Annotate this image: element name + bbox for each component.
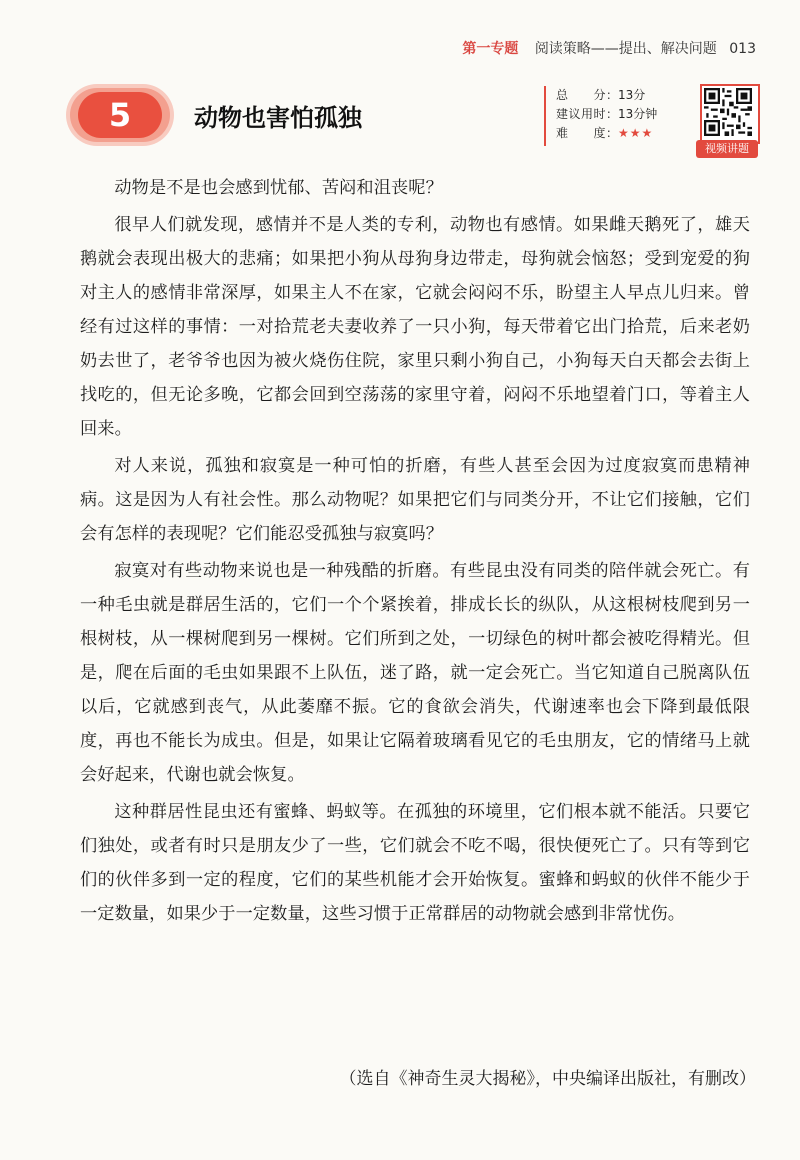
article-source: （选自《神奇生灵大揭秘》，中央编译出版社，有删改） <box>339 1069 756 1089</box>
meta-total-row <box>556 86 704 105</box>
article-paragraph: 动物是不是也会感到忧郁、苦闷和沮丧呢？ <box>114 178 443 198</box>
lesson-title: 动物也害怕孤独 <box>194 104 362 132</box>
meta-difficulty-row <box>556 124 704 143</box>
video-lesson-label[interactable]: 视频讲题 <box>696 140 758 158</box>
meta-time-row <box>556 105 704 124</box>
section-label: 阅读策略——提出、解决问题 <box>534 41 717 57</box>
article-body <box>80 171 750 934</box>
lesson-number-badge <box>70 88 170 142</box>
meta-time-value: 13分钟 <box>618 107 658 121</box>
meta-difficulty-label: 难 度： <box>556 126 618 140</box>
page-number: 013 <box>729 41 756 57</box>
meta-total-label: 总 分： <box>556 88 618 102</box>
meta-time-label: 建议用时： <box>556 107 618 121</box>
article-paragraph: 寂寞对有些动物来说也是一种残酷的折磨。有些昆虫没有同类的陪伴就会死亡。有一种毛虫就是群居生活的，它们一个个紧挨着，排成长长的纵队，从这根树枝爬到另一根树枝，从一棵树爬到另一棵树。它们所到之处，一切绿色的树叶都会被吃得精光。但是，爬在后面的毛虫如果跟不上队伍，迷了路，就一定会死亡。当它知道自己脱离队伍以后，它就感到丧气，从此萎靡不振。它的食欲会消失，代谢速率也会下降到最低限度，再也不能长为成虫。但是，如果让它隔着玻璃看见它的毛虫朋友，它的情绪马上就会好起来，代谢也就会恢复。 <box>80 561 750 785</box>
lesson-meta <box>544 86 704 146</box>
lesson-number: 5 <box>78 92 162 138</box>
meta-total-value: 13分 <box>618 88 646 102</box>
difficulty-stars: ★★★ <box>618 126 654 140</box>
qr-code-icon[interactable] <box>700 84 760 144</box>
article-paragraph: 这种群居性昆虫还有蜜蜂、蚂蚁等。在孤独的环境里，它们根本就不能活。只要它们独处，或者有时只是朋友少了一些，它们就会不吃不喝，很快便死亡了。只有等到它们的伙伴多到一定的程度，它们的某些机能才会开始恢复。蜜蜂和蚂蚁的伙伴不能少于一定数量，如果少于一定数量，这些习惯于正常群居的动物就会感到非常忧伤。 <box>80 802 750 924</box>
article-paragraph: 对人来说，孤独和寂寞是一种可怕的折磨，有些人甚至会因为过度寂寞而患精神病。这是因为人有社会性。那么动物呢？如果把它们与同类分开，不让它们接触，它们会有怎样的表现呢？它们能忍受孤独与寂寞吗？ <box>80 456 750 544</box>
topic-label: 第一专题 <box>462 41 519 57</box>
article-paragraph: 很早人们就发现，感情并不是人类的专利，动物也有感情。如果雌天鹅死了，雄天鹅就会表现出极大的悲痛；如果把小狗从母狗身边带走，母狗就会恼怒；受到宠爱的狗对主人的感情非常深厚，如果主人不在家，它就会闷闷不乐，盼望主人早点儿归来。曾经有过这样的事情：一对拾荒老夫妻收养了一只小狗，每天带着它出门拾荒，后来老奶奶去世了，老爷爷也因为被火烧伤住院，家里只剩小狗自己，小狗每天白天都会去街上找吃的，但无论多晚，它都会回到空荡荡的家里守着，闷闷不乐地望着门口，等着主人回来。 <box>80 215 750 439</box>
page-header <box>462 38 756 58</box>
